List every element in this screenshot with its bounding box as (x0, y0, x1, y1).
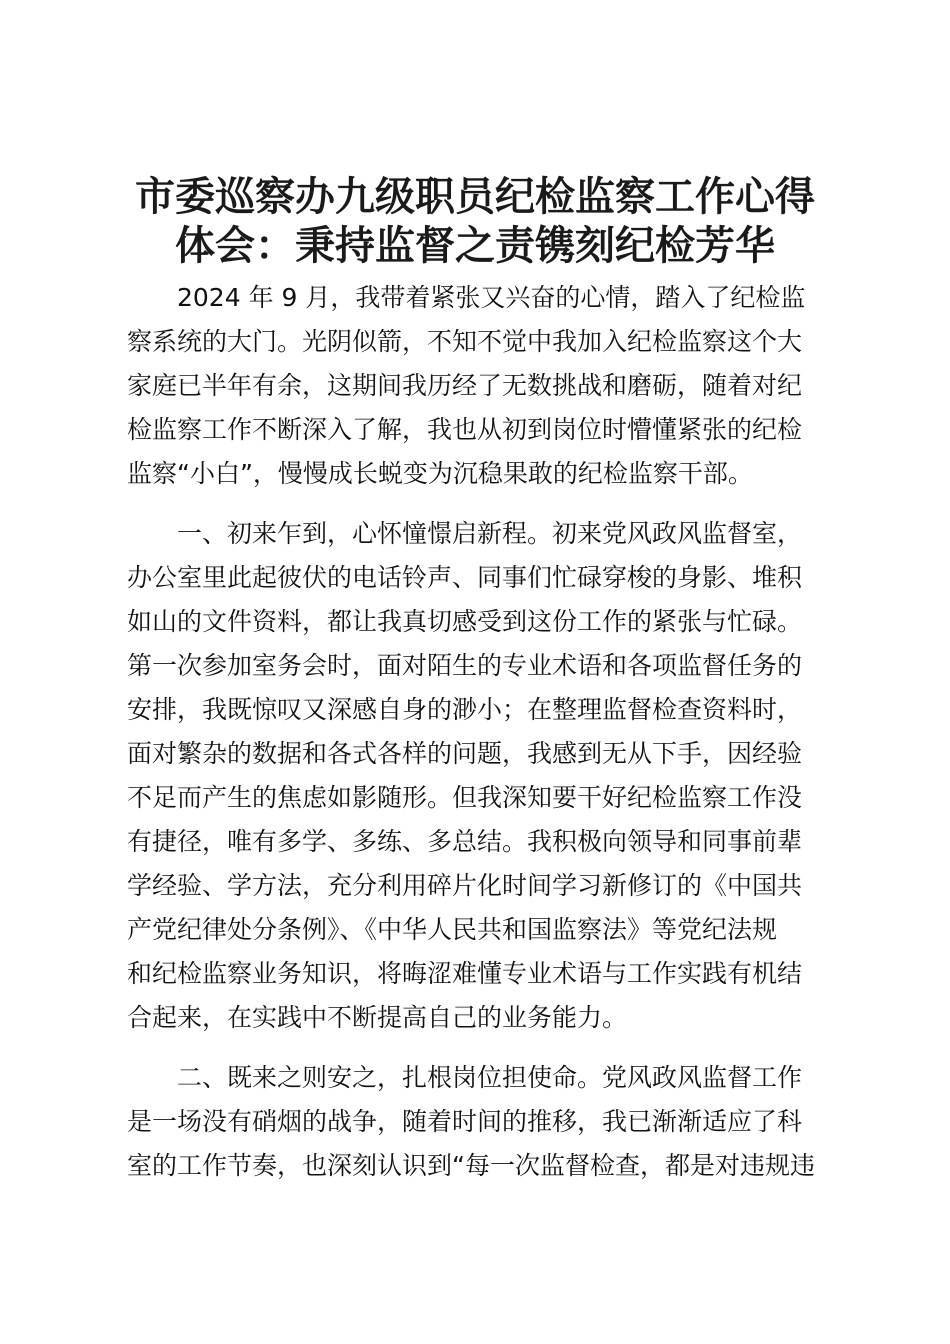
paragraph-line: 监察“小白”，慢慢成长蜕变为沉稳果敢的纪检监察干部。 (127, 459, 753, 488)
paragraph-line: 如山的文件资料，都让我真切感受到这份工作的紧张与忙碌。 (127, 607, 803, 636)
paragraph-line: 二、既来之则安之，扎根岗位担使命。党风政风监督工作 (177, 1063, 803, 1092)
paragraph-line: 产党纪律处分条例》、《中华人民共和国监察法》等党纪法规 (127, 915, 778, 944)
paragraph-line: 是一场没有硝烟的战争，随着时间的推移，我已渐渐适应了科 (127, 1107, 803, 1136)
paragraph-line: 安排，我既惊叹又深感自身的渺小；在整理监督检查资料时， (127, 695, 803, 724)
paragraph-line: 第一次参加室务会时，面对陌生的专业术语和各项监督任务的 (127, 651, 803, 680)
paragraph-line: 不足而产生的焦虑如影随形。但我深知要干好纪检监察工作没 (127, 783, 803, 812)
paragraph-line: 和纪检监察业务知识，将晦涩难懂专业术语与工作实践有机结 (127, 959, 803, 988)
paragraph-1 (127, 276, 827, 496)
paragraph-line: 2024 年 9 月，我带着紧张又兴奋的心情，踏入了纪检监 (177, 283, 806, 312)
paragraph-2 (127, 512, 827, 1040)
paragraph-3 (127, 1056, 827, 1188)
paragraph-line: 一、初来乍到，心怀憧憬启新程。初来党风政风监督室， (177, 519, 803, 548)
paragraph-line: 检监察工作不断深入了解，我也从初到岗位时懵懂紧张的纪检 (127, 415, 803, 444)
paragraph-gap (127, 496, 827, 512)
paragraph-line: 察系统的大门。光阴似箭，不知不觉中我加入纪检监察这个大 (127, 327, 803, 356)
paragraph-line: 办公室里此起彼伏的电话铃声、同事们忙碌穿梭的身影、堆积 (127, 563, 803, 592)
document-title-line-1: 市委巡察办九级职员纪检监察工作心得 (135, 174, 815, 220)
paragraph-gap (127, 1040, 827, 1056)
paragraph-line: 室的工作节奏，也深刻认识到“每一次监督检查，都是对违规违 (127, 1151, 815, 1180)
document-body (127, 276, 827, 1188)
paragraph-line: 家庭已半年有余，这期间我历经了无数挑战和磨砺，随着对纪 (127, 371, 803, 400)
paragraph-line: 面对繁杂的数据和各式各样的问题，我感到无从下手，因经验 (127, 739, 803, 768)
paragraph-line: 有捷径，唯有多学、多练、多总结。我积极向领导和同事前辈 (127, 827, 803, 856)
document-title-line-2: 体会：秉持监督之责镌刻纪检芳华 (175, 223, 775, 269)
paragraph-line: 合起来，在实践中不断提高自己的业务能力。 (127, 1003, 628, 1032)
paragraph-line: 学经验、学方法，充分利用碎片化时间学习新修订的《中国共 (127, 871, 803, 900)
